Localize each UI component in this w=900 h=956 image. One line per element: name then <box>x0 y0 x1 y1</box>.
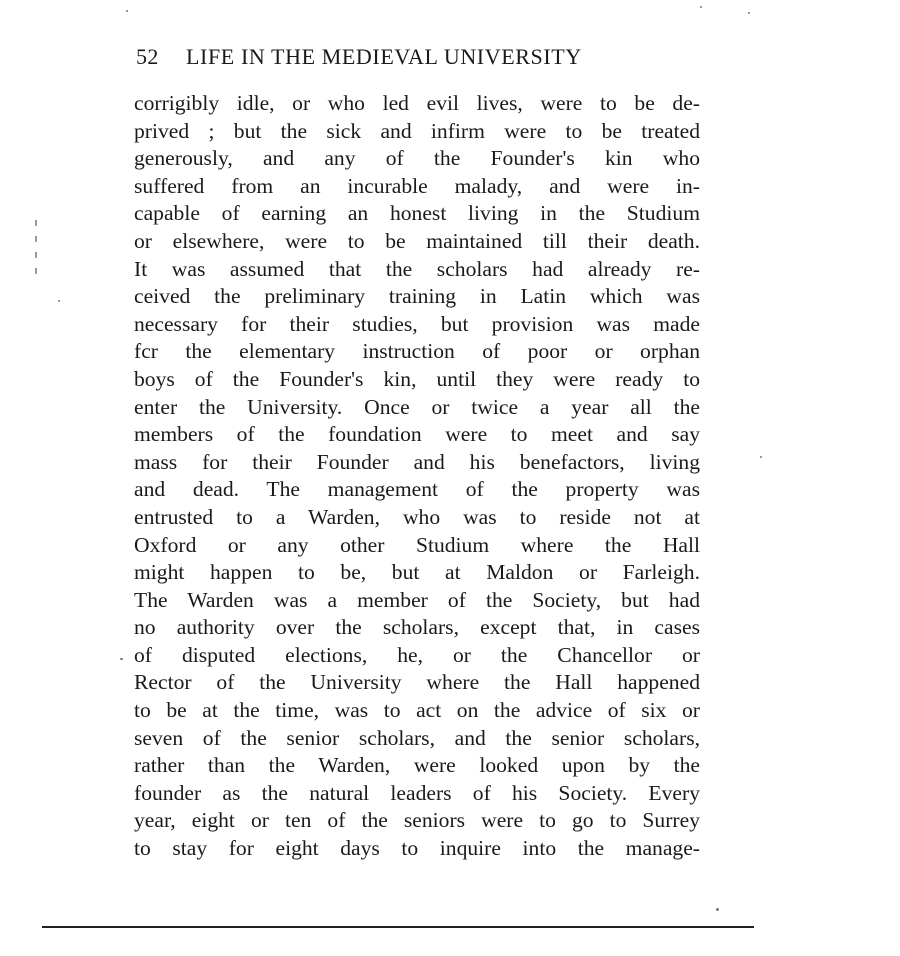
text-line: generously, and any of the Founder's kin who <box>134 146 700 171</box>
text-line: rather than the Warden, were looked upon by the <box>134 753 700 778</box>
scan-speck <box>716 908 719 911</box>
scan-speck <box>760 456 762 458</box>
text-line: and dead. The management of the property was <box>134 477 700 502</box>
text-line: It was assumed that the scholars had already re- <box>134 256 700 281</box>
text-line: Oxford or any other Studium where the Hall <box>134 532 700 557</box>
text-line: entrusted to a Warden, who was to reside not at <box>134 504 700 529</box>
text-line: boys of the Founder's kin, until they were ready to <box>134 366 700 391</box>
text-line: members of the foundation were to meet and say <box>134 422 700 447</box>
text-line: of disputed elections, he, or the Chancellor or <box>134 642 700 667</box>
text-line: corrigibly idle, or who led evil lives, were to be de- <box>134 91 700 115</box>
text-line: ceived the preliminary training in Latin which was <box>134 284 700 309</box>
text-line: might happen to be, but at Maldon or Farleigh. <box>134 560 700 585</box>
text-line: no authority over the scholars, except that, in cases <box>134 615 700 640</box>
bottom-rule <box>42 926 754 928</box>
text-line: mass for their Founder and his benefactors, living <box>134 449 700 474</box>
scan-speck <box>126 10 128 12</box>
scan-speck <box>748 12 750 14</box>
text-line: seven of the senior scholars, and the senior scholars, <box>134 725 700 750</box>
scan-speck <box>120 658 123 660</box>
text-line: to be at the time, was to act on the advice of six or <box>134 698 700 723</box>
text-line: necessary for their studies, but provision was made <box>134 311 700 336</box>
text-line: The Warden was a member of the Society, but had <box>134 587 700 612</box>
text-line: founder as the natural leaders of his Society. Every <box>134 780 700 805</box>
body-text <box>134 90 700 863</box>
margin-mark <box>34 220 38 300</box>
running-title: LIFE IN THE MEDIEVAL UNIVERSITY <box>186 44 582 69</box>
text-line: suffered from an incurable malady, and were in- <box>134 173 700 198</box>
scan-speck <box>700 6 702 8</box>
scan-speck <box>58 300 60 302</box>
page-number: 52 <box>136 44 159 69</box>
text-line: or elsewhere, were to be maintained till their death. <box>134 228 700 253</box>
running-head <box>136 44 696 72</box>
text-line: fcr the elementary instruction of poor or orphan <box>134 339 700 364</box>
text-line: prived ; but the sick and infirm were to be treated <box>134 118 700 143</box>
text-line: Rector of the University where the Hall happened <box>134 670 700 695</box>
text-line: enter the University. Once or twice a year all the <box>134 394 700 419</box>
text-line: year, eight or ten of the seniors were to go to Surrey <box>134 808 700 833</box>
text-line: to stay for eight days to inquire into the manage- <box>134 836 700 861</box>
text-line: capable of earning an honest living in the Studium <box>134 201 700 226</box>
